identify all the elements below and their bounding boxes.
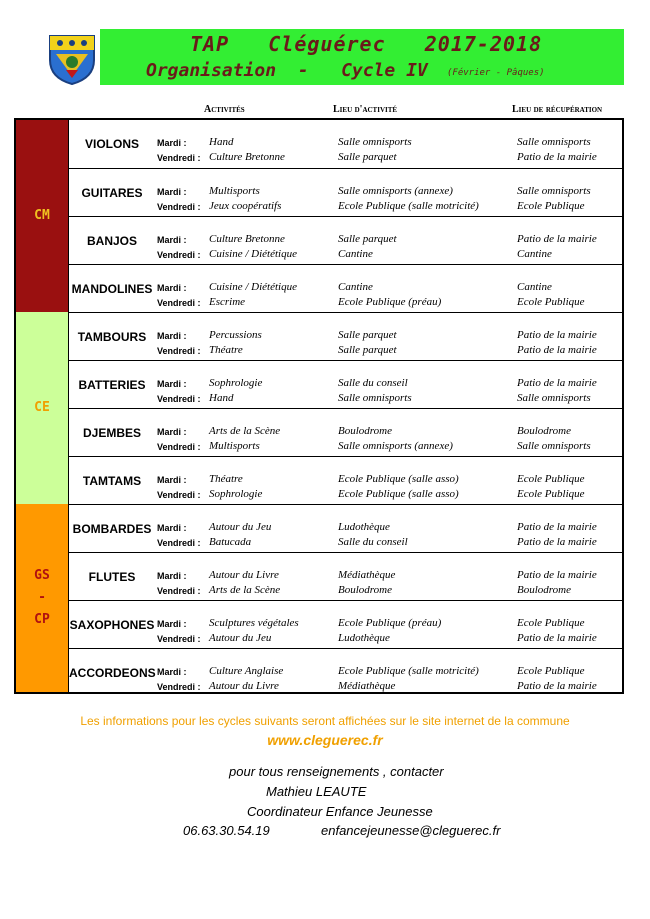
cycle-label-ce: CE	[34, 400, 50, 415]
location-cell: Ecole Publique (préau)	[338, 296, 442, 308]
pickup-cell: Patio de la mairie	[517, 569, 597, 581]
day-label: Mardi :	[157, 667, 187, 677]
group-name: SAXOPHONES	[69, 618, 155, 632]
cleguerec-coat-of-arms-logo	[46, 32, 98, 86]
group-name: GUITARES	[81, 186, 143, 200]
activity-cell: Escrime	[209, 296, 246, 308]
activity-cell: Jeux coopératifs	[209, 200, 282, 212]
location-cell: Ecole Publique (préau)	[338, 617, 442, 629]
table-row	[69, 312, 622, 360]
pickup-cell: Patio de la mairie	[517, 521, 597, 533]
group-name: DJEMBES	[82, 426, 141, 440]
activity-cell: Arts de la Scène	[209, 584, 281, 596]
day-label: Mardi :	[157, 379, 187, 389]
day-label: Mardi :	[157, 523, 187, 533]
activity-cell: Hand	[209, 392, 234, 404]
day-label: Mardi :	[157, 331, 187, 341]
activity-cell: Théatre	[209, 473, 243, 485]
day-label: Vendredi :	[157, 586, 201, 596]
contact-role: Coordinateur Enfance Jeunesse	[247, 804, 433, 819]
activity-cell: Cuisine / Diététique	[209, 248, 297, 260]
activity-cell: Autour du Jeu	[209, 521, 272, 533]
pickup-cell: Patio de la mairie	[517, 632, 597, 644]
location-cell: Ecole Publique (salle motricité)	[338, 200, 479, 212]
day-label: Mardi :	[157, 427, 187, 437]
pickup-cell: Cantine	[517, 281, 552, 293]
page-subtitle: Organisation - Cycle IV	[146, 60, 428, 81]
location-cell: Salle parquet	[338, 329, 397, 341]
table-row	[69, 600, 622, 648]
pickup-cell: Salle omnisports	[517, 392, 591, 404]
day-label: Vendredi :	[157, 153, 201, 163]
location-cell: Ecole Publique (salle asso)	[338, 488, 459, 500]
group-name: FLUTES	[88, 570, 136, 584]
pickup-cell: Patio de la mairie	[517, 680, 597, 692]
location-cell: Salle parquet	[338, 344, 397, 356]
location-cell: Salle omnisports	[338, 136, 412, 148]
page-title: TAP Cléguérec 2017-2018	[190, 32, 543, 56]
day-label: Vendredi :	[157, 250, 201, 260]
pickup-cell: Patio de la mairie	[517, 377, 597, 389]
day-label: Vendredi :	[157, 202, 201, 212]
day-label: Vendredi :	[157, 394, 201, 404]
column-header-activites: Activités	[204, 104, 245, 115]
day-label: Vendredi :	[157, 634, 201, 644]
activity-cell: Percussions	[209, 329, 262, 341]
pickup-cell: Patio de la mairie	[517, 329, 597, 341]
day-label: Mardi :	[157, 138, 187, 148]
location-cell: Ecole Publique (salle asso)	[338, 473, 459, 485]
activity-cell: Sophrologie	[209, 488, 263, 500]
activity-cell: Sophrologie	[209, 377, 263, 389]
table-row	[69, 264, 622, 312]
website-link[interactable]: www.cleguerec.fr	[267, 732, 383, 748]
day-label: Mardi :	[157, 235, 187, 245]
activity-cell: Multisports	[209, 185, 260, 197]
location-cell: Salle du conseil	[338, 536, 408, 548]
group-name: TAMBOURS	[77, 330, 147, 344]
contact-intro: pour tous renseignements , contacter	[229, 764, 444, 779]
group-name: TAMTAMS	[82, 474, 142, 488]
pickup-cell: Ecole Publique	[517, 617, 585, 629]
period-note: (Février - Pâques)	[447, 68, 545, 78]
column-header-lieu: Lieu d'activité	[333, 104, 398, 115]
location-cell: Cantine	[338, 281, 373, 293]
pickup-cell: Ecole Publique	[517, 488, 585, 500]
location-cell: Boulodrome	[338, 425, 392, 437]
day-label: Vendredi :	[157, 346, 201, 356]
activity-cell: Culture Bretonne	[209, 233, 285, 245]
cycle-label-cm: CM	[34, 208, 50, 223]
pickup-cell: Ecole Publique	[517, 473, 585, 485]
group-name: BATTERIES	[78, 378, 146, 392]
activity-cell: Hand	[209, 136, 234, 148]
day-label: Vendredi :	[157, 490, 201, 500]
location-cell: Salle omnisports (annexe)	[338, 440, 453, 452]
group-name: BOMBARDES	[72, 522, 152, 536]
contact-phone[interactable]: 06.63.30.54.19	[183, 823, 270, 838]
footer-info: Les informations pour les cycles suivants seront affichées sur le site internet de la commune	[80, 714, 570, 728]
table-row	[69, 648, 622, 696]
day-label: Mardi :	[157, 571, 187, 581]
day-label: Mardi :	[157, 475, 187, 485]
location-cell: Ecole Publique (salle motricité)	[338, 665, 479, 677]
pickup-cell: Boulodrome	[517, 584, 571, 596]
location-cell: Salle du conseil	[338, 377, 408, 389]
location-cell: Médiathèque	[338, 680, 396, 692]
location-cell: Salle omnisports	[338, 392, 412, 404]
table-row	[69, 504, 622, 552]
location-cell: Ludothèque	[338, 521, 390, 533]
location-cell: Salle omnisports (annexe)	[338, 185, 453, 197]
pickup-cell: Boulodrome	[517, 425, 571, 437]
column-header-recuperation: Lieu de récupération	[512, 104, 603, 115]
cycle-label-cp: CP	[34, 612, 50, 627]
activity-cell: Sculptures végétales	[209, 617, 299, 629]
pickup-cell: Patio de la mairie	[517, 344, 597, 356]
activity-cell: Cuisine / Diététique	[209, 281, 297, 293]
pickup-cell: Cantine	[517, 248, 552, 260]
contact-name: Mathieu LEAUTE	[266, 784, 367, 799]
pickup-cell: Patio de la mairie	[517, 151, 597, 163]
table-row	[69, 552, 622, 600]
day-label: Mardi :	[157, 187, 187, 197]
pickup-cell: Salle omnisports	[517, 440, 591, 452]
cycle-label-dash: -	[38, 590, 46, 605]
day-label: Vendredi :	[157, 538, 201, 548]
pickup-cell: Patio de la mairie	[517, 536, 597, 548]
table-row	[69, 408, 622, 456]
location-cell: Salle parquet	[338, 151, 397, 163]
pickup-cell: Ecole Publique	[517, 296, 585, 308]
group-name: VIOLONS	[84, 137, 139, 151]
table-row	[69, 120, 622, 168]
table-row	[69, 168, 622, 216]
group-name: BANJOS	[86, 234, 137, 248]
day-label: Vendredi :	[157, 298, 201, 308]
table-row	[69, 216, 622, 264]
table-row	[69, 360, 622, 408]
activity-cell: Arts de la Scène	[209, 425, 281, 437]
day-label: Vendredi :	[157, 682, 201, 692]
day-label: Vendredi :	[157, 442, 201, 452]
pickup-cell: Salle omnisports	[517, 136, 591, 148]
location-cell: Boulodrome	[338, 584, 392, 596]
location-cell: Médiathèque	[338, 569, 396, 581]
table-row	[69, 456, 622, 504]
location-cell: Salle parquet	[338, 233, 397, 245]
activity-cell: Autour du Livre	[209, 680, 279, 692]
location-cell: Ludothèque	[338, 632, 390, 644]
group-name: ACCORDEONS	[69, 666, 156, 680]
activity-cell: Batucada	[209, 536, 252, 548]
activity-cell: Théatre	[209, 344, 243, 356]
day-label: Mardi :	[157, 619, 187, 629]
pickup-cell: Patio de la mairie	[517, 233, 597, 245]
pickup-cell: Ecole Publique	[517, 200, 585, 212]
activity-cell: Autour du Jeu	[209, 632, 272, 644]
activity-cell: Culture Anglaise	[209, 665, 284, 677]
schedule-table	[14, 118, 624, 694]
activity-cell: Autour du Livre	[209, 569, 279, 581]
location-cell: Cantine	[338, 248, 373, 260]
activity-cell: Culture Bretonne	[209, 151, 285, 163]
day-label: Mardi :	[157, 283, 187, 293]
group-name: MANDOLINES	[71, 282, 153, 296]
activity-cell: Multisports	[209, 440, 260, 452]
pickup-cell: Ecole Publique	[517, 665, 585, 677]
pickup-cell: Salle omnisports	[517, 185, 591, 197]
contact-email[interactable]: enfancejeunesse@cleguerec.fr	[321, 823, 501, 838]
cycle-label-gs: GS	[34, 568, 50, 583]
